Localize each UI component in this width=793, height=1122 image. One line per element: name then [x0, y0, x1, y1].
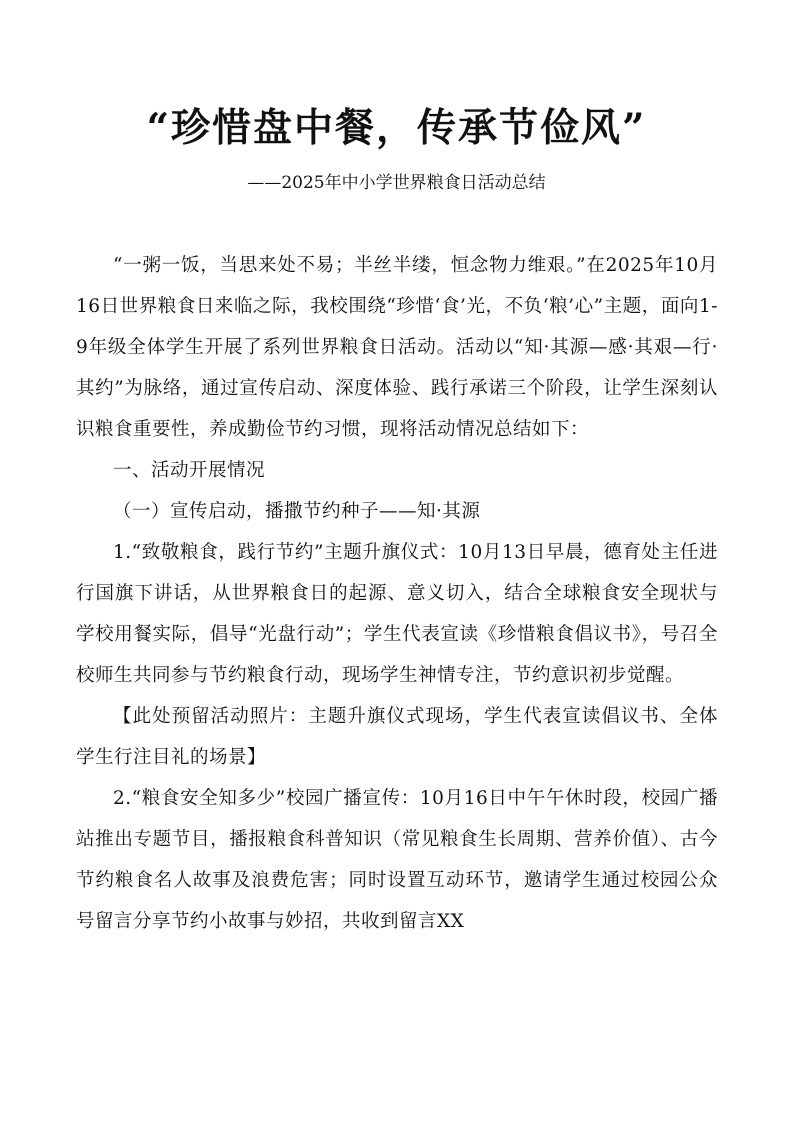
section-heading: 一、活动开展情况 — [113, 460, 266, 481]
document-subtitle: ——2025年中小学世界粮食日活动总结 — [247, 173, 546, 193]
document-title: “珍惜盘中餐，传承节俭风” — [146, 105, 647, 151]
document-body — [76, 245, 718, 942]
item-paragraph-1: 1.“致敬粮食，践行节约”主题升旗仪式：10月13日早晨，德育处主任进行国旗下讲话，从世界粮食日的起源、意义切入，结合全球粮食安全现状与学校用餐实际，倡导“光盘行动”；学生代表宣读《珍惜粮食倡议书》，号召全校师生共同参与节约粮食行动，现场学生神情专注，节约意识初步觉醒。 — [76, 542, 718, 686]
item-paragraph-2: 2.“粮食安全知多少”校园广播宣传：10月16日中午午休时段，校园广播站推出专题节目，播报粮食科普知识（常见粮食生长周期、营养价值）、古今节约粮食名人故事及浪费危害；同时设置互动环节，邀请学生通过校园公众号留言分享节约小故事与妙招，共收到留言XX — [76, 788, 718, 932]
intro-paragraph: “一粥一饭，当思来处不易；半丝半缕，恒念物力维艰。”在2025年10月16日世界粮食日来临之际，我校围绕“珍惜‘食’光，不负‘粮’心”主题，面向1-9年级全体学生开展了系列世界粮食日活动。活动以“知·其源—感·其艰—行·其约”为脉络，通过宣传启动、深度体验、践行承诺三个阶段，让学生深刻认识粮食重要性，养成勤俭节约习惯，现将活动情况总结如下： — [76, 255, 718, 440]
subsection-heading: （一）宣传启动，播撒节约种子——知·其源 — [113, 501, 481, 522]
photo-placeholder-note: 【此处预留活动照片：主题升旗仪式现场，学生代表宣读倡议书、全体学生行注目礼的场景】 — [76, 706, 718, 768]
